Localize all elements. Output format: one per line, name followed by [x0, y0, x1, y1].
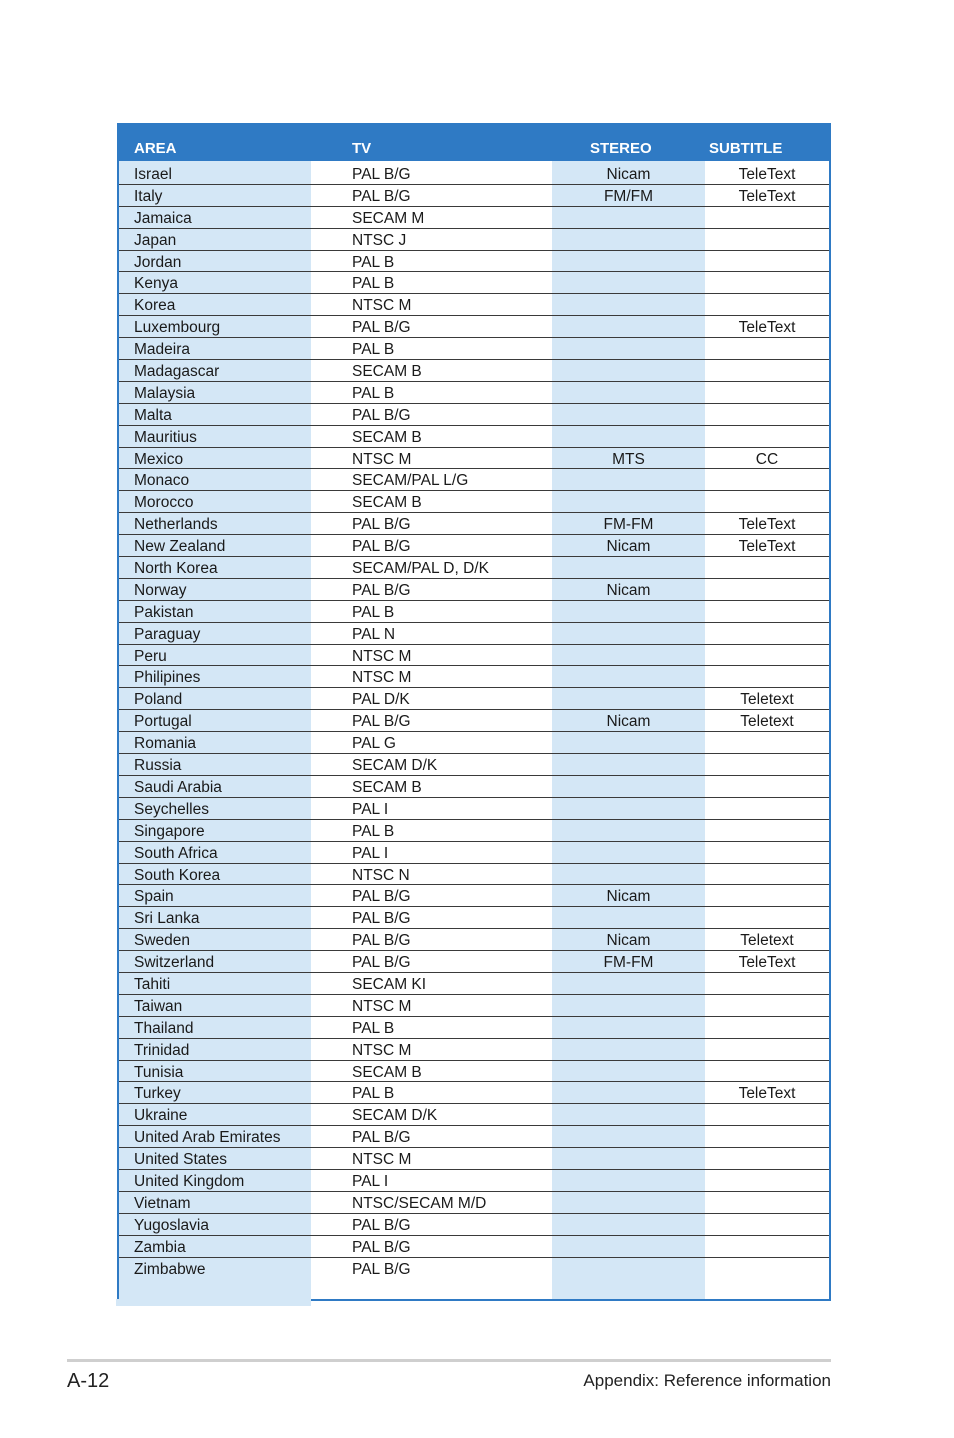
footer-divider [67, 1359, 831, 1362]
cell-area: Israel [134, 166, 172, 183]
cell-tv: PAL B [352, 822, 395, 840]
cell-area: South Korea [134, 866, 221, 884]
table-row [119, 1236, 829, 1258]
table-row [119, 229, 829, 251]
cell-tv: PAL G [352, 735, 396, 753]
cell-area: Morocco [134, 494, 194, 512]
table-row [119, 973, 829, 995]
cell-area: United Arab Emirates [134, 1129, 281, 1147]
cell-tv: PAL I [352, 1172, 389, 1190]
table-row [119, 1104, 829, 1126]
cell-tv: PAL B/G [352, 406, 411, 424]
cell-tv: PAL B [352, 253, 395, 271]
cell-tv: SECAM D/K [352, 757, 438, 775]
table-row [119, 469, 829, 491]
cell-tv: PAL B/G [352, 1260, 411, 1278]
cell-tv: PAL B/G [352, 932, 411, 950]
cell-tv: NTSC M [352, 450, 412, 468]
cell-area: Pakistan [134, 603, 194, 621]
cell-subtitle: TeleText [738, 166, 796, 183]
table-row [119, 1192, 829, 1214]
cell-area: Switzerland [134, 954, 215, 972]
cell-tv: PAL B/G [352, 1129, 411, 1147]
cell-stereo: MTS [612, 450, 645, 468]
cell-tv: PAL B/G [352, 910, 411, 928]
table-row [119, 251, 829, 273]
cell-tv: PAL B/G [352, 166, 411, 183]
cell-area: Tunisia [134, 1063, 184, 1081]
area-column-tail [116, 1299, 311, 1306]
cell-tv: PAL B/G [352, 187, 411, 205]
cell-subtitle: TeleText [738, 187, 796, 205]
cell-area: South Africa [134, 844, 218, 862]
cell-area: Sri Lanka [134, 910, 200, 928]
table-row [119, 666, 829, 688]
cell-tv: PAL I [352, 800, 389, 818]
cell-area: Vietnam [134, 1194, 191, 1212]
table-row [119, 732, 829, 754]
table-row [119, 1017, 829, 1039]
cell-tv: PAL I [352, 844, 389, 862]
table-row [119, 885, 829, 907]
cell-tv: PAL N [352, 625, 396, 643]
cell-area: United Kingdom [134, 1172, 245, 1190]
cell-area: Taiwan [134, 997, 183, 1015]
cell-area: Mexico [134, 450, 184, 468]
cell-area: Jamaica [134, 209, 192, 227]
cell-tv: PAL B [352, 275, 395, 293]
table-row [119, 1082, 829, 1104]
cell-stereo: FM-FM [603, 516, 654, 534]
table-row [119, 1214, 829, 1236]
table-row [119, 338, 829, 360]
cell-area: Malta [134, 406, 172, 424]
cell-tv: NTSC N [352, 866, 410, 884]
tv-standards-table [117, 123, 831, 1301]
table-row [119, 382, 829, 404]
cell-stereo: FM/FM [603, 187, 654, 205]
cell-area: Yugoslavia [134, 1216, 209, 1234]
cell-area: Madagascar [134, 363, 220, 381]
cell-area: Paraguay [134, 625, 201, 643]
table-header [119, 125, 829, 161]
cell-tv: SECAM/PAL L/G [352, 472, 469, 490]
table-row [119, 404, 829, 426]
table-row [119, 798, 829, 820]
cell-subtitle: Teletext [740, 691, 794, 709]
table-row [119, 907, 829, 929]
table-row [119, 557, 829, 579]
cell-tv: SECAM B [352, 778, 422, 796]
cell-subtitle: TeleText [738, 516, 796, 534]
cell-subtitle: TeleText [738, 538, 796, 556]
cell-subtitle: CC [755, 450, 779, 468]
cell-stereo: Nicam [606, 888, 651, 906]
table-row [119, 710, 829, 732]
table-row [119, 929, 829, 951]
cell-tv: PAL B/G [352, 713, 411, 731]
cell-area: Spain [134, 888, 174, 906]
table-row [119, 1126, 829, 1148]
cell-area: Italy [134, 187, 163, 205]
cell-tv: PAL B/G [352, 1216, 411, 1234]
cell-area: Netherlands [134, 516, 218, 534]
cell-tv: PAL D/K [352, 691, 410, 709]
table-body [119, 163, 829, 1279]
cell-tv: PAL B/G [352, 954, 411, 972]
table-row [119, 645, 829, 667]
cell-stereo: Nicam [606, 581, 651, 599]
cell-tv: PAL B/G [352, 888, 411, 906]
cell-area: Trinidad [134, 1041, 190, 1059]
table-row [119, 163, 829, 185]
table-row [119, 601, 829, 623]
cell-area: Japan [134, 231, 177, 249]
cell-tv: PAL B/G [352, 319, 411, 337]
cell-area: Korea [134, 297, 176, 315]
cell-tv: NTSC M [352, 1041, 412, 1059]
table-row [119, 426, 829, 448]
table-row [119, 185, 829, 207]
cell-area: New Zealand [134, 538, 226, 556]
cell-area: Sweden [134, 932, 191, 950]
cell-tv: NTSC M [352, 997, 412, 1015]
table-row [119, 448, 829, 470]
table-row [119, 1258, 829, 1280]
cell-stereo: Nicam [606, 538, 651, 556]
cell-stereo: Nicam [606, 713, 651, 731]
cell-stereo: FM-FM [603, 954, 654, 972]
table-row [119, 688, 829, 710]
table-row [119, 316, 829, 338]
cell-tv: NTSC M [352, 669, 412, 687]
cell-area: Philipines [134, 669, 201, 687]
cell-area: Portugal [134, 713, 192, 731]
cell-tv: SECAM B [352, 494, 422, 512]
cell-area: Turkey [134, 1085, 181, 1103]
cell-tv: PAL B/G [352, 1238, 411, 1256]
table-row [119, 579, 829, 601]
header-area: AREA [134, 140, 177, 157]
cell-tv: PAL B [352, 603, 395, 621]
cell-area: Norway [134, 581, 187, 599]
cell-subtitle: Teletext [740, 932, 794, 950]
cell-area: Zimbabwe [134, 1260, 206, 1278]
cell-tv: PAL B [352, 341, 395, 359]
table-row [119, 1039, 829, 1061]
cell-tv: PAL B/G [352, 581, 411, 599]
footer-title: Appendix: Reference information [583, 1371, 831, 1390]
cell-area: United States [134, 1151, 228, 1169]
cell-area: Ukraine [134, 1107, 188, 1125]
cell-tv: PAL B/G [352, 538, 411, 556]
cell-subtitle: Teletext [740, 713, 794, 731]
table-row [119, 995, 829, 1017]
table-row [119, 207, 829, 229]
cell-area: Tahiti [134, 975, 171, 993]
cell-tv: NTSC/SECAM M/D [352, 1194, 487, 1212]
cell-tv: PAL B [352, 1019, 395, 1037]
cell-tv: SECAM/PAL D, D/K [352, 560, 489, 578]
cell-area: Poland [134, 691, 183, 709]
table-row [119, 1170, 829, 1192]
cell-area: Thailand [134, 1019, 194, 1037]
table-row [119, 776, 829, 798]
table-row [119, 842, 829, 864]
cell-tv: SECAM B [352, 363, 422, 381]
cell-tv: NTSC M [352, 647, 412, 665]
cell-subtitle: TeleText [738, 319, 796, 337]
cell-area: Luxembourg [134, 319, 221, 337]
cell-tv: NTSC M [352, 297, 412, 315]
cell-tv: SECAM KI [352, 975, 427, 993]
cell-area: Saudi Arabia [134, 778, 222, 796]
table-row [119, 294, 829, 316]
cell-area: Russia [134, 757, 182, 775]
cell-area: Mauritius [134, 428, 197, 446]
cell-tv: SECAM B [352, 428, 422, 446]
cell-tv: NTSC J [352, 231, 407, 249]
page-number: A-12 [67, 1370, 110, 1392]
header-tv: TV [352, 140, 372, 157]
cell-area: Singapore [134, 822, 205, 840]
table-row [119, 1061, 829, 1083]
cell-tv: PAL B/G [352, 516, 411, 534]
table-row [119, 820, 829, 842]
cell-area: Romania [134, 735, 197, 753]
cell-area: Madeira [134, 341, 190, 359]
table-row [119, 491, 829, 513]
table-row [119, 535, 829, 557]
cell-tv: SECAM D/K [352, 1107, 438, 1125]
cell-area: Monaco [134, 472, 190, 490]
table-row [119, 1148, 829, 1170]
table-row [119, 623, 829, 645]
table-row [119, 272, 829, 294]
header-subtitle: SUBTITLE [709, 140, 783, 157]
header-stereo: STEREO [590, 140, 652, 157]
cell-tv: PAL B [352, 384, 395, 402]
cell-stereo: Nicam [606, 166, 651, 183]
cell-tv: SECAM M [352, 209, 425, 227]
table-row [119, 360, 829, 382]
cell-tv: PAL B [352, 1085, 395, 1103]
cell-area: Zambia [134, 1238, 186, 1256]
table-row [119, 513, 829, 535]
cell-stereo: Nicam [606, 932, 651, 950]
cell-area: Peru [134, 647, 167, 665]
cell-area: Jordan [134, 253, 182, 271]
table-row [119, 754, 829, 776]
cell-area: Malaysia [134, 384, 196, 402]
cell-subtitle: TeleText [738, 954, 796, 972]
cell-area: Kenya [134, 275, 178, 293]
table-row [119, 951, 829, 973]
cell-area: Seychelles [134, 800, 209, 818]
cell-tv: NTSC M [352, 1151, 412, 1169]
cell-area: North Korea [134, 560, 218, 578]
cell-tv: SECAM B [352, 1063, 422, 1081]
cell-subtitle: TeleText [738, 1085, 796, 1103]
table-row [119, 864, 829, 886]
